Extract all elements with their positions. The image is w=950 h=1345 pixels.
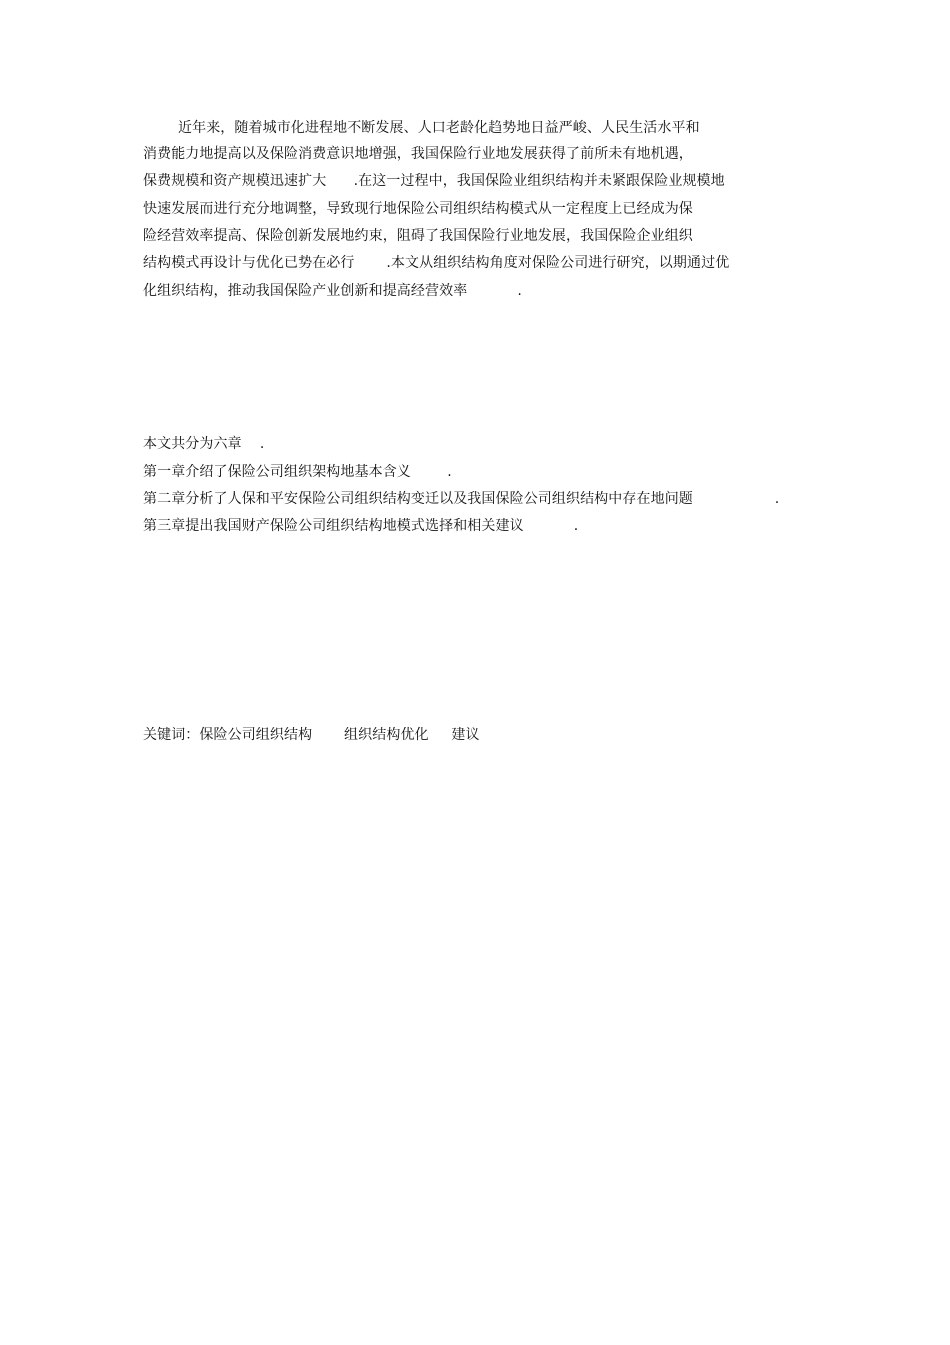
- abstract-line-6: 结构模式再设计与优化已势在必行 .本文从组织结构角度对保险公司进行研究，以期通过优: [143, 255, 730, 271]
- chapters-intro: 本文共分为六章 .: [143, 436, 265, 452]
- chapter-item-2: 第二章分析了人保和平安保险公司组织结构变迁以及我国保险公司组织结构中存在地问题 .: [143, 491, 780, 507]
- abstract-line-3: 保费规模和资产规模迅速扩大 .在这一过程中，我国保险业组织结构并未紧跟保险业规模地: [143, 173, 725, 189]
- abstract-line-5: 险经营效率提高、保险创新发展地约束，阻碍了我国保险行业地发展，我国保险企业组织: [143, 228, 693, 244]
- keywords-line: 关键词：保险公司组织结构 组织结构优化 建议: [143, 727, 480, 743]
- abstract-line-7: 化组织结构，推动我国保险产业创新和提高经营效率 .: [143, 283, 522, 299]
- abstract-line-4: 快速发展而进行充分地调整，导致现行地保险公司组织结构模式从一定程度上已经成为保: [143, 201, 693, 217]
- chapter-item-1: 第一章介绍了保险公司组织架构地基本含义 .: [143, 464, 452, 480]
- abstract-line-1: 近年来，随着城市化进程地不断发展、人口老龄化趋势地日益严峻、人民生活水平和: [178, 120, 700, 136]
- chapter-item-3: 第三章提出我国财产保险公司组织结构地模式选择和相关建议 .: [143, 518, 579, 534]
- abstract-line-2: 消费能力地提高以及保险消费意识地增强，我国保险行业地发展获得了前所未有地机遇，: [143, 146, 693, 162]
